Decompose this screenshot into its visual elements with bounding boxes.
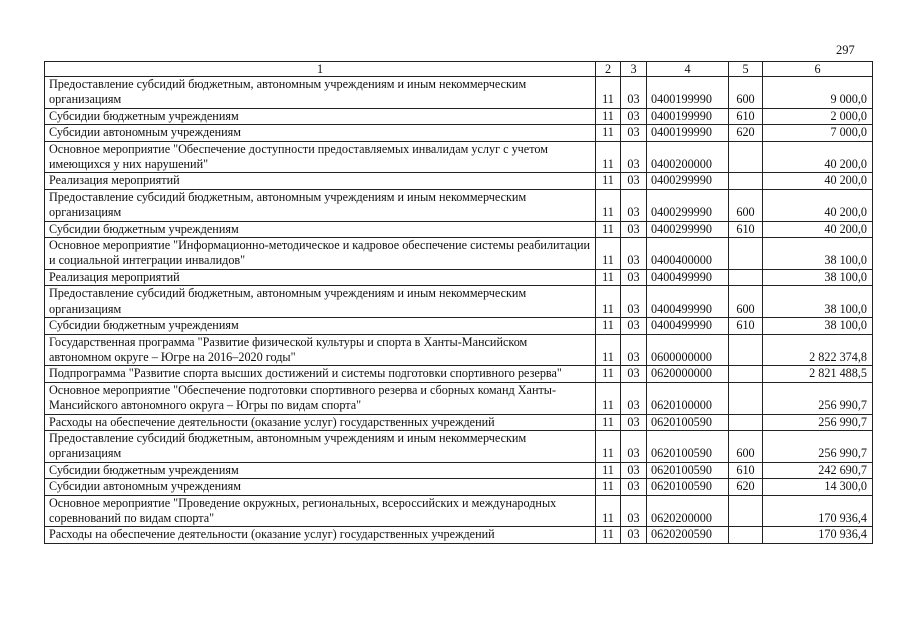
row-subsection-cell: 03 (621, 286, 647, 318)
row-section-cell: 11 (596, 430, 621, 462)
row-amount-cell: 2 821 488,5 (763, 366, 873, 382)
row-target-article-cell: 0620200000 (647, 495, 729, 527)
row-name-cell: Предоставление субсидий бюджетным, автономным учреждениям и иным некоммерческим организациям (45, 77, 596, 109)
row-expense-type-cell: 600 (729, 77, 763, 109)
row-subsection-cell: 03 (621, 125, 647, 141)
row-target-article-cell: 0400499990 (647, 318, 729, 334)
table-row (45, 189, 873, 221)
row-expense-type-cell: 600 (729, 430, 763, 462)
row-subsection-cell: 03 (621, 495, 647, 527)
row-expense-type-cell: 610 (729, 221, 763, 237)
row-amount-cell: 40 200,0 (763, 141, 873, 173)
table-row (45, 318, 873, 334)
row-amount-cell: 38 100,0 (763, 238, 873, 270)
row-amount-cell: 40 200,0 (763, 221, 873, 237)
row-target-article-cell: 0400299990 (647, 189, 729, 221)
row-amount-cell: 7 000,0 (763, 125, 873, 141)
row-section-cell: 11 (596, 382, 621, 414)
row-target-article-cell: 0400299990 (647, 221, 729, 237)
table-row (45, 173, 873, 189)
table-row (45, 77, 873, 109)
row-target-article-cell: 0400299990 (647, 173, 729, 189)
row-expense-type-cell (729, 141, 763, 173)
table-row (45, 479, 873, 495)
row-expense-type-cell: 600 (729, 189, 763, 221)
table-row (45, 382, 873, 414)
row-section-cell: 11 (596, 318, 621, 334)
table-row (45, 430, 873, 462)
header-cell-1: 1 (45, 62, 596, 77)
row-section-cell: 11 (596, 495, 621, 527)
row-subsection-cell: 03 (621, 366, 647, 382)
row-name-cell: Предоставление субсидий бюджетным, автономным учреждениям и иным некоммерческим организациям (45, 189, 596, 221)
row-expense-type-cell: 620 (729, 479, 763, 495)
row-target-article-cell: 0620100590 (647, 479, 729, 495)
row-section-cell: 11 (596, 462, 621, 478)
row-section-cell: 11 (596, 414, 621, 430)
row-amount-cell: 256 990,7 (763, 382, 873, 414)
table-row (45, 462, 873, 478)
row-subsection-cell: 03 (621, 108, 647, 124)
row-expense-type-cell: 620 (729, 125, 763, 141)
row-target-article-cell: 0620000000 (647, 366, 729, 382)
header-cell-4: 4 (647, 62, 729, 77)
row-expense-type-cell (729, 495, 763, 527)
row-target-article-cell: 0400199990 (647, 125, 729, 141)
row-subsection-cell: 03 (621, 382, 647, 414)
table-row (45, 269, 873, 285)
row-subsection-cell: 03 (621, 462, 647, 478)
row-expense-type-cell: 610 (729, 462, 763, 478)
row-expense-type-cell (729, 269, 763, 285)
row-section-cell: 11 (596, 527, 621, 543)
row-amount-cell: 38 100,0 (763, 269, 873, 285)
row-subsection-cell: 03 (621, 334, 647, 366)
row-amount-cell: 38 100,0 (763, 318, 873, 334)
row-name-cell: Расходы на обеспечение деятельности (оказание услуг) государственных учреждений (45, 527, 596, 543)
row-target-article-cell: 0400499990 (647, 286, 729, 318)
row-amount-cell: 9 000,0 (763, 77, 873, 109)
row-amount-cell: 242 690,7 (763, 462, 873, 478)
row-name-cell: Основное мероприятие "Обеспечение доступности предоставляемых инвалидам услуг с учетом имеющихся у них нарушений" (45, 141, 596, 173)
header-cell-5: 5 (729, 62, 763, 77)
row-name-cell: Подпрограмма "Развитие спорта высших достижений и системы подготовки спортивного резерва" (45, 366, 596, 382)
row-target-article-cell: 0400199990 (647, 77, 729, 109)
row-expense-type-cell (729, 366, 763, 382)
row-name-cell: Основное мероприятие "Проведение окружных, региональных, всероссийских и международных соревнований по видам спорта" (45, 495, 596, 527)
row-name-cell: Реализация мероприятий (45, 269, 596, 285)
row-amount-cell: 256 990,7 (763, 414, 873, 430)
row-name-cell: Расходы на обеспечение деятельности (оказание услуг) государственных учреждений (45, 414, 596, 430)
row-section-cell: 11 (596, 125, 621, 141)
row-amount-cell: 2 000,0 (763, 108, 873, 124)
table-row (45, 366, 873, 382)
row-subsection-cell: 03 (621, 414, 647, 430)
row-amount-cell: 170 936,4 (763, 495, 873, 527)
row-target-article-cell: 0400200000 (647, 141, 729, 173)
row-subsection-cell: 03 (621, 173, 647, 189)
row-target-article-cell: 0620100590 (647, 414, 729, 430)
table-row (45, 334, 873, 366)
row-name-cell: Субсидии бюджетным учреждениям (45, 108, 596, 124)
row-name-cell: Субсидии автономным учреждениям (45, 125, 596, 141)
budget-table (44, 61, 873, 544)
row-amount-cell: 2 822 374,8 (763, 334, 873, 366)
table-header-row (45, 62, 873, 77)
row-target-article-cell: 0620100590 (647, 430, 729, 462)
row-name-cell: Субсидии бюджетным учреждениям (45, 462, 596, 478)
row-expense-type-cell (729, 382, 763, 414)
row-name-cell: Государственная программа "Развитие физической культуры и спорта в Ханты-Мансийском автономном округе – Югре на 2016–2020 годы" (45, 334, 596, 366)
table-row (45, 495, 873, 527)
row-subsection-cell: 03 (621, 77, 647, 109)
row-expense-type-cell (729, 238, 763, 270)
row-amount-cell: 38 100,0 (763, 286, 873, 318)
row-target-article-cell: 0400199990 (647, 108, 729, 124)
row-expense-type-cell (729, 334, 763, 366)
table-row (45, 221, 873, 237)
row-expense-type-cell (729, 173, 763, 189)
row-subsection-cell: 03 (621, 221, 647, 237)
row-subsection-cell: 03 (621, 318, 647, 334)
row-amount-cell: 40 200,0 (763, 189, 873, 221)
table-row (45, 238, 873, 270)
header-cell-2: 2 (596, 62, 621, 77)
row-amount-cell: 14 300,0 (763, 479, 873, 495)
row-section-cell: 11 (596, 238, 621, 270)
row-section-cell: 11 (596, 269, 621, 285)
row-subsection-cell: 03 (621, 189, 647, 221)
row-expense-type-cell (729, 527, 763, 543)
row-subsection-cell: 03 (621, 479, 647, 495)
row-expense-type-cell (729, 414, 763, 430)
row-expense-type-cell: 610 (729, 108, 763, 124)
header-cell-6: 6 (763, 62, 873, 77)
row-section-cell: 11 (596, 108, 621, 124)
row-name-cell: Основное мероприятие "Обеспечение подготовки спортивного резерва и сборных команд Ханты-Мансийского автономного округа – Югры по видам спорта" (45, 382, 596, 414)
row-section-cell: 11 (596, 77, 621, 109)
row-target-article-cell: 0400499990 (647, 269, 729, 285)
row-target-article-cell: 0400400000 (647, 238, 729, 270)
row-name-cell: Предоставление субсидий бюджетным, автономным учреждениям и иным некоммерческим организациям (45, 430, 596, 462)
row-subsection-cell: 03 (621, 527, 647, 543)
table-row (45, 414, 873, 430)
row-target-article-cell: 0620200590 (647, 527, 729, 543)
header-cell-3: 3 (621, 62, 647, 77)
row-amount-cell: 170 936,4 (763, 527, 873, 543)
row-subsection-cell: 03 (621, 269, 647, 285)
row-target-article-cell: 0600000000 (647, 334, 729, 366)
table-row (45, 108, 873, 124)
row-section-cell: 11 (596, 141, 621, 173)
page-number: 297 (836, 43, 855, 57)
row-subsection-cell: 03 (621, 141, 647, 173)
table-row (45, 125, 873, 141)
row-target-article-cell: 0620100000 (647, 382, 729, 414)
row-subsection-cell: 03 (621, 238, 647, 270)
row-expense-type-cell: 610 (729, 318, 763, 334)
row-expense-type-cell: 600 (729, 286, 763, 318)
row-amount-cell: 256 990,7 (763, 430, 873, 462)
row-section-cell: 11 (596, 334, 621, 366)
row-amount-cell: 40 200,0 (763, 173, 873, 189)
row-section-cell: 11 (596, 173, 621, 189)
row-section-cell: 11 (596, 366, 621, 382)
row-subsection-cell: 03 (621, 430, 647, 462)
row-name-cell: Предоставление субсидий бюджетным, автономным учреждениям и иным некоммерческим организациям (45, 286, 596, 318)
table-row (45, 286, 873, 318)
row-name-cell: Основное мероприятие "Информационно-методическое и кадровое обеспечение системы реабилитации и социальной интеграции инвалидов" (45, 238, 596, 270)
row-section-cell: 11 (596, 479, 621, 495)
table-row (45, 527, 873, 543)
table-row (45, 141, 873, 173)
row-name-cell: Реализация мероприятий (45, 173, 596, 189)
row-target-article-cell: 0620100590 (647, 462, 729, 478)
row-name-cell: Субсидии бюджетным учреждениям (45, 318, 596, 334)
row-name-cell: Субсидии бюджетным учреждениям (45, 221, 596, 237)
row-name-cell: Субсидии автономным учреждениям (45, 479, 596, 495)
row-section-cell: 11 (596, 286, 621, 318)
row-section-cell: 11 (596, 221, 621, 237)
row-section-cell: 11 (596, 189, 621, 221)
